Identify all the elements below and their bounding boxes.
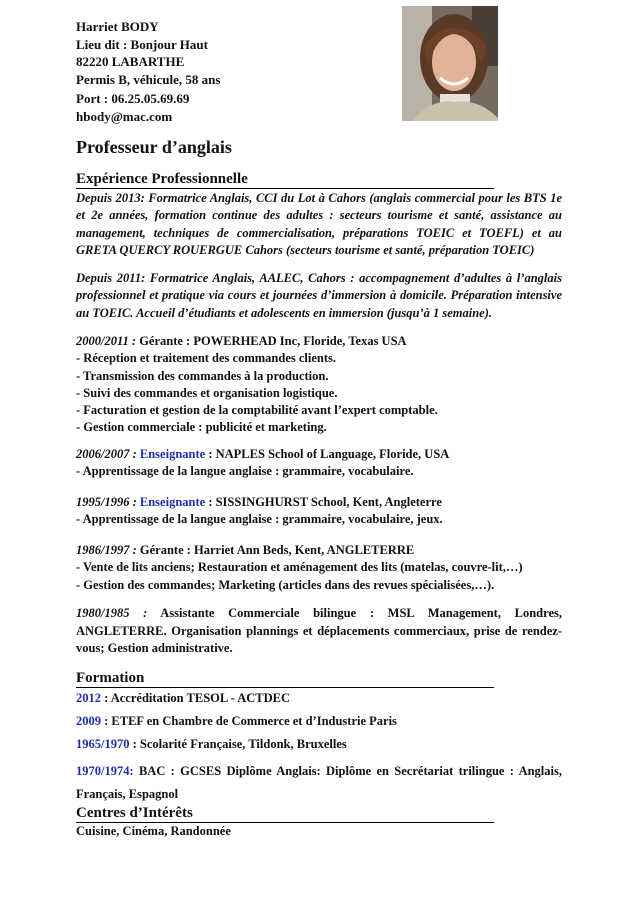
job-block-naples [76, 446, 562, 481]
job-date: 1995/1996 : [76, 495, 137, 509]
job-employer: : SISSINGHURST School, Kent, Angleterre [205, 495, 442, 509]
job-task: - Vente de lits anciens; Restauration et aménagement des lits (matelas, couvre-lit,…) [76, 560, 523, 575]
formation-text: : Scolarité Française, Tildonk, Bruxelles [129, 737, 347, 751]
job-block-sissinghurst [76, 494, 562, 529]
job-role: Enseignante [139, 447, 206, 461]
formation-item [76, 713, 562, 731]
job-title-line: Gérante : POWERHEAD Inc, Floride, Texas USA [136, 334, 407, 348]
section-heading-interests: Centres d’Intérêts [76, 805, 494, 823]
job-task: - Transmission des commandes à la production. [76, 368, 329, 383]
job-block-msl [76, 605, 562, 658]
formation-date: 1970/1974: [76, 764, 134, 778]
formation-date: 2009 [76, 714, 101, 728]
formation-item [76, 736, 562, 754]
job-block-harriet-ann-beds [76, 542, 562, 594]
personal-details: Permis B, véhicule, 58 ans [76, 71, 221, 87]
job-employer: : NAPLES School of Language, Floride, USA [205, 447, 450, 461]
job-task: - Suivi des commandes et organisation logistique. [76, 385, 338, 400]
job-role: Enseignante [139, 495, 206, 509]
section-heading-formation: Formation [76, 670, 494, 688]
formation-text: BAC : GCSES Diplôme Anglais: Diplôme en Secrétariat trilingue : Anglais, Français, Espagnol [76, 764, 562, 801]
formation-date: 1965/1970 [76, 737, 130, 751]
formation-date: 2012 [76, 691, 101, 705]
job-task: - Apprentissage de la langue anglaise : grammaire, vocabulaire. [76, 464, 414, 479]
job-task: - Apprentissage de la langue anglaise : grammaire, vocabulaire, jeux. [76, 512, 443, 527]
section-heading-experience: Expérience Professionnelle [76, 171, 494, 189]
job-title-line: Gérante : Harriet Ann Beds, Kent, ANGLETERRE [136, 543, 415, 557]
interests-text: Cuisine, Cinéma, Randonnée [76, 824, 231, 838]
address-line-2: 82220 LABARTHE [76, 54, 185, 69]
job-date: 1986/1997 : [76, 543, 137, 557]
experience-paragraph-1: Depuis 2013: Formatrice Anglais, CCI du Lot à Cahors (anglais commercial pour les BTS 1e et 2e années, formation continue des adultes : secteurs tourisme et santé, assistance au management, techniques de commercialisation, préparations TOEIC et TOEFL) et au GRETA QUERCY ROUERGUE Cahors (secteurs tourisme et santé, préparation TOEIC) [76, 191, 562, 257]
email: hbody@mac.com [76, 108, 173, 124]
contact-block [76, 18, 220, 125]
job-block-powerhead [76, 333, 562, 437]
full-name: Harriet BODY [76, 19, 159, 34]
formation-item [76, 760, 562, 806]
address-line-1: Lieu dit : Bonjour Haut [76, 36, 208, 52]
job-title: Professeur d’anglais [76, 137, 232, 157]
formation-item [76, 690, 562, 708]
experience-paragraph-2: Depuis 2011: Formatrice Anglais, AALEC, Cahors : accompagnement d’adultes à l’anglais professionnel et pratique via cours et journées d’immersion à domicile. Préparation intensive au TOEIC. Accueil d’étudiants et adolescents en immersion (jusqu’à 1 semaine). [76, 271, 562, 320]
job-date: 2006/2007 : [76, 447, 137, 461]
job-description: Assistante Commerciale bilingue : MSL Management, Londres, ANGLETERRE. Organisation plannings et déplacements commerciaux, prise de rendez-vous; Gestion administrative. [76, 606, 562, 655]
job-task: - Réception et traitement des commandes clients. [76, 351, 337, 366]
phone: Port : 06.25.05.69.69 [76, 91, 190, 106]
job-task: - Gestion des commandes; Marketing (articles dans des revues spécialisées,…). [76, 577, 495, 592]
job-date: 2000/2011 : [76, 334, 137, 348]
job-date: 1980/1985 : [76, 606, 148, 620]
profile-photo [402, 6, 498, 121]
job-task: - Facturation et gestion de la comptabilité avant l’expert comptable. [76, 403, 438, 418]
formation-text: : ETEF en Chambre de Commerce et d’Industrie Paris [101, 714, 397, 728]
formation-text: : Accréditation TESOL - ACTDEC [101, 691, 291, 705]
job-task: - Gestion commerciale : publicité et marketing. [76, 420, 327, 435]
